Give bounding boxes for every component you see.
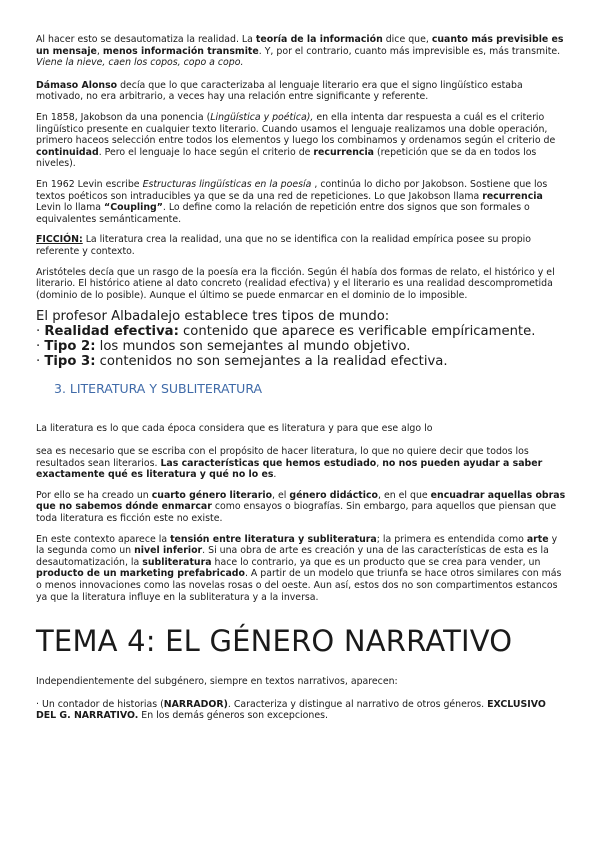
bold-term: Realidad efectiva: <box>44 324 179 340</box>
paragraph-genero-didactico <box>36 490 566 525</box>
bullet: · <box>36 324 41 340</box>
text: · Un contador de historias ( <box>36 698 164 710</box>
text: dice que, <box>382 34 432 45</box>
bold-term: Tipo 3: <box>44 353 96 369</box>
text: ; la primera es entendida como <box>376 533 527 545</box>
list-item <box>36 355 566 370</box>
text: como ensayos o biografías. Sin embargo, para aquellos que piensan que toda literatura es ficción este no existe. <box>36 501 557 525</box>
text: y la segunda como un <box>36 533 558 557</box>
paragraph-literatura-proposito <box>36 446 566 481</box>
text: contenido que aparece es verificable empíricamente. <box>178 324 536 340</box>
bold-term: menos información transmite <box>102 45 259 57</box>
bold-term: cuarto género literario <box>151 489 273 501</box>
paragraph-subliteratura <box>36 534 566 604</box>
bold-term: no nos pueden ayudar a saber exactamente qué es literatura y qué no lo es <box>36 457 543 481</box>
paragraph-teoria-informacion <box>36 34 566 69</box>
text: . Lo define como la relación de repetición entre dos signos que son formales o equivalentes semánticamente. <box>36 202 530 225</box>
bold-term: Las características que hemos estudiado <box>160 457 377 469</box>
bold-term: EXCLUSIVO DEL G. NARRATIVO. <box>36 698 546 722</box>
text: En este contexto aparece la <box>36 533 171 545</box>
text: sea es necesario que se escriba con el propósito de hacer literatura, lo que no quiere decir que todos los resultados sean literarios. <box>36 446 529 469</box>
bold-term: género didáctico <box>289 489 379 501</box>
document-page <box>36 34 566 722</box>
bold-term: encuadrar aquellas obras que no sabemos dónde enmarcar <box>36 489 566 513</box>
text: En los demás géneros son excepciones. <box>138 710 328 722</box>
bold-term: tensión entre literatura y subliteratura <box>170 533 377 545</box>
chapter-title: TEMA 4: EL GÉNERO NARRATIVO <box>36 624 513 659</box>
text: , continúa lo dicho por Jakobson. Sostiene que los textos poéticos son intraducibles ya que se da una red de repeticiones. Lo que Jakobson llama <box>36 178 548 202</box>
text: La literatura es lo que cada época considera que es literatura y para que ese algo lo <box>36 423 433 435</box>
text: Al hacer esto se desautomatiza la realidad. La <box>36 34 256 45</box>
paragraph-jakobson <box>36 112 566 170</box>
paragraph-narrador <box>36 699 566 722</box>
text: hace lo contrario, ya que es un producto que se crea para vender, un <box>211 556 541 568</box>
paragraph-aristoteles <box>36 267 566 302</box>
paragraph-narrativo-intro <box>36 676 566 688</box>
text: Independientemente del subgénero, siempre en textos narrativos, aparecen: <box>36 676 398 688</box>
paragraph-levin <box>36 179 566 225</box>
text: , el <box>272 489 290 501</box>
bold-term: Dámaso Alonso <box>36 79 118 91</box>
bold-term: teoría de la información <box>255 34 383 45</box>
paragraph-damaso-alonso <box>36 80 566 103</box>
list-intro: El profesor Albadalejo establece tres tipos de mundo: <box>36 309 390 325</box>
text: Por ello se ha creado un <box>36 489 152 501</box>
bullet: · <box>36 338 41 354</box>
text: La literatura crea la realidad, una que no se identifica con la realidad empírica posee su propio referente y contexto. <box>36 234 532 257</box>
bold-term: continuidad <box>36 146 99 158</box>
bold-term: recurrencia <box>313 146 375 158</box>
bold-term: producto de un marketing prefabricado <box>36 568 245 580</box>
text: Levin lo llama <box>36 202 105 214</box>
paragraph-literatura-definicion <box>36 423 566 435</box>
text: contenidos no son semejantes a la realidad efectiva. <box>95 353 448 369</box>
italic-title: Lingüística y poética), <box>210 111 314 123</box>
text: , <box>376 457 383 469</box>
text: . Y, por el contrario, cuanto más imprevisible es, más transmite. <box>258 45 561 57</box>
section-heading-literatura: 3. LITERATURA Y SUBLITERATURA <box>54 381 263 397</box>
text: (repetición que se da en todos los niveles). <box>36 146 537 170</box>
text: los mundos son semejantes al mundo objetivo. <box>95 338 411 354</box>
bold-term: “Coupling” <box>104 202 163 214</box>
bold-term: subliteratura <box>142 556 212 568</box>
heading-ficcion: FICCIÓN: <box>36 234 83 246</box>
text: en ella intenta dar respuesta a cuál es el criterio lingüístico presente en cualquier texto literario. Cuando usamos el lenguaje realizamos una doble operación, primero haceos selección entre todos los elementos y luego los combinamos y ordenamos según el criterio de <box>36 111 556 147</box>
text: . Pero el lenguaje lo hace según el criterio de <box>98 146 314 158</box>
text: . A partir de un modelo que triunfa se hace otros similares con más o menos innovaciones como las novelas rosas o del oeste. Aun así, estos dos no son compartimentos estancos ya que la literatura influye en la subliteratura y a la inversa. <box>36 568 562 603</box>
bold-term: arte <box>526 533 549 545</box>
text: Aristóteles decía que un rasgo de la poesía era la ficción. Según él había dos formas de relato, el histórico y el literario. El histórico atiene al dato concreto (realidad efectiva) y el literario es una realidad descomprometida (dominio de lo posible). Aunque el último se puede enmarcar en el dominio de lo imposible. <box>36 266 555 301</box>
bold-term: cuanto más previsible es un mensaje <box>36 34 564 57</box>
bold-term: Tipo 2: <box>44 338 96 354</box>
text: En 1962 Levin escribe <box>36 178 143 190</box>
text: , <box>96 45 103 57</box>
bold-term: nivel inferior <box>134 545 203 557</box>
text: decía que lo que caracterizaba al lenguaje literario era que el signo lingüístico estaba motivado, no era arbitrario, a veces hay una relación entre significante y referente. <box>36 79 523 103</box>
text: En 1858, Jakobson da una ponencia ( <box>36 111 211 123</box>
list-item <box>36 340 566 355</box>
bullet: · <box>36 353 41 369</box>
example-quote: Viene la nieve, caen los copos, copo a copo. <box>36 57 244 69</box>
text: . Caracteriza y distingue al narrativo de otros géneros. <box>227 698 488 710</box>
bold-term: recurrencia <box>482 190 543 202</box>
paragraph-ficcion <box>36 234 566 257</box>
text: . Si una obra de arte es creación y una de las características de esta es la desautomatización, la <box>36 545 549 568</box>
text: , en el que <box>378 489 431 501</box>
text: . <box>273 469 277 481</box>
bold-term: NARRADOR) <box>163 698 228 710</box>
italic-title: Estructuras lingüísticas en la poesía <box>142 178 312 190</box>
mundos-list <box>36 310 566 369</box>
list-item <box>36 325 566 340</box>
